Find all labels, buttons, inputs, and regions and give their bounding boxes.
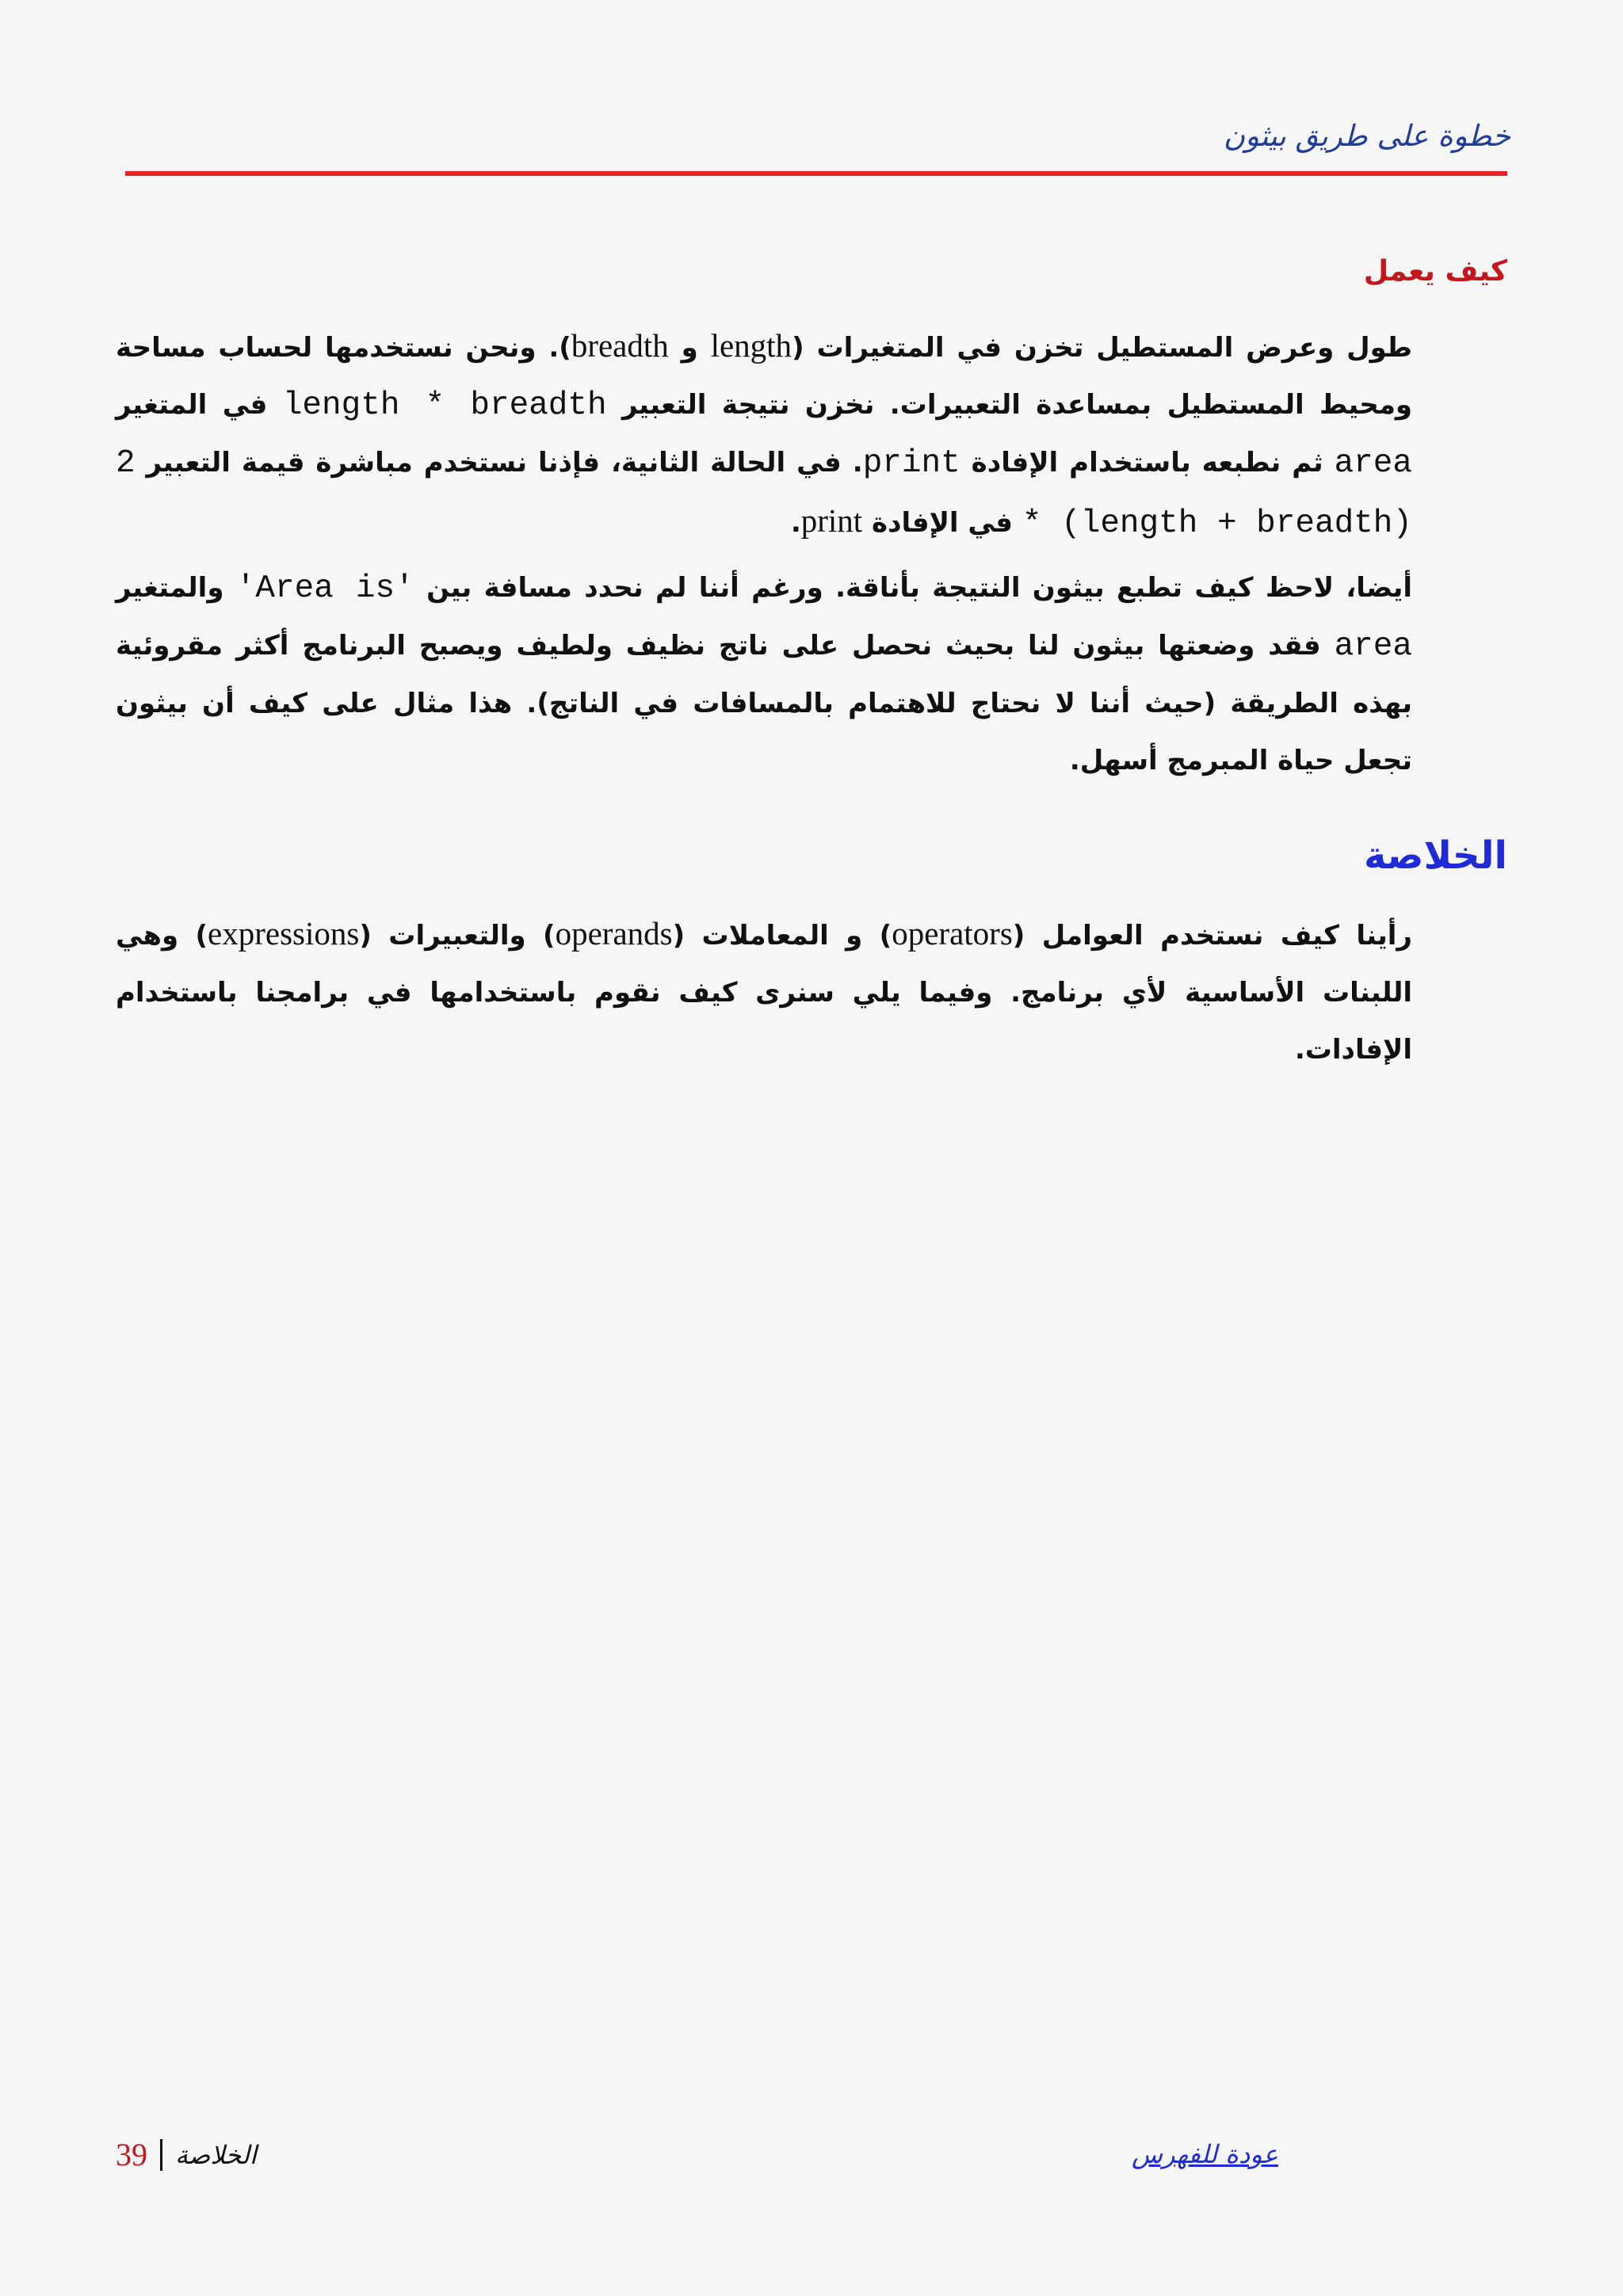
summary-heading: الخلاصة	[1363, 833, 1507, 878]
summary-paragraph: رأينا كيف نستخدم العوامل (operators) و المعاملات (operands) والتعبيرات (expressions) وهي اللبنات الأساسية لأي برنامج. وفيما يلي سنرى كيف نقوم باستخدامها في برامجنا باستخدام الإفادات.	[116, 915, 1412, 1066]
how-it-works-paragraph-2: أيضا، لاحظ كيف تطبع بيثون النتيجة بأناقة. ورغم أننا لم نحدد مسافة بين 'Area is' والمتغير area فقد وضعتها بيثون لنا بحيث نحصل على ناتج نظيف ولطيف ويصبح البرنامج أكثر مقروئية بهذه الطريقة (حيث أننا لا نحتاج للاهتمام بالمسافات في الناتج). هذا مثال على كيف أن بيثون تجعل حياة المبرمج أسهل.	[116, 570, 1412, 776]
footer-divider	[160, 2139, 162, 2171]
running-title: خطوة على طريق بيثون	[1223, 119, 1510, 153]
back-to-index-link[interactable]: عودة للفهرس	[1132, 2139, 1278, 2169]
how-it-works-paragraph-1: طول وعرض المستطيل تخزن في المتغيرات (length و breadth). ونحن نستخدمها لحساب مساحة ومحيط المستطيل بمساعدة التعبيرات. نخزن نتيجة التعبير length * breadth في المتغير area ثم نطبعه باستخدام الإفادة print. في الحالة الثانية، فإذنا نستخدم مباشرة قيمة التعبير 2 * (length + breadth) في الإفادة print.	[116, 327, 1412, 542]
footer-section-name: الخلاصة	[175, 2139, 257, 2170]
page-number: 39	[116, 2137, 147, 2172]
page-footer	[116, 2136, 257, 2173]
how-it-works-heading: كيف يعمل	[1363, 255, 1507, 288]
header-rule	[125, 171, 1507, 176]
